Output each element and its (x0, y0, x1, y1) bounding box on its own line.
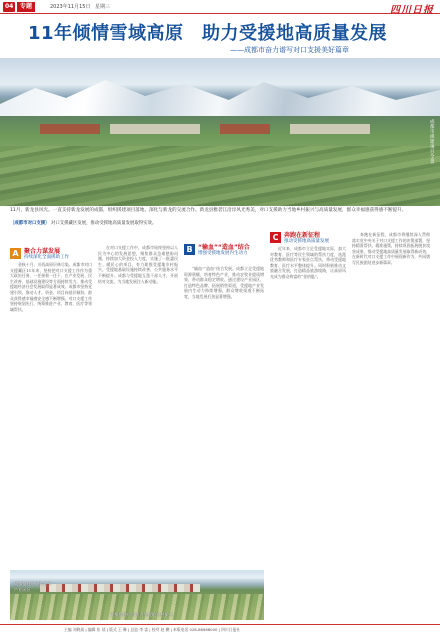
section-a-title: 聚合力谋发展 (24, 248, 61, 255)
section-c-title: 奔跑在新征程 (284, 232, 321, 239)
bottom-photo-caption: 成都援建项目助力受援地乡村振兴 (110, 612, 173, 617)
byline (10, 221, 430, 227)
column-4-text: 近年来，成都市立足受援地实际，加大对教育、医疗等民生领域的帮扶力度，选派优秀教师和医疗专家驻点帮扶，带动受援地教育、医疗水平整体提升。同时积极推动文旅融合发展，打造精品旅游线路，让高原风光成为群众致富的“金钥匙”。 (270, 246, 346, 279)
page-footer: 主编 刘晓岚 | 编辑 张 琰 | 版式 王 琳 | 总监 李 睿 | 校对 赵 鹏 | 本版电话 028-86968000 | 四川日报社 (0, 624, 440, 635)
article-column-3 (184, 266, 264, 598)
section-c-subtitle: 推动受援地高质量发展 (284, 239, 329, 244)
masthead (0, 0, 440, 14)
article-column-1 (10, 262, 92, 572)
page-subhead: ——成都市奋力谱写对口支援美好篇章 (230, 46, 349, 54)
page-headline: 11年倾情雪域高原 助力受援地高质量发展 (28, 23, 388, 44)
section-b-letter: B (184, 244, 195, 255)
village-shape (110, 124, 200, 134)
column-3-text: “输血”“造血”结合发展。成都立足受援地资源禀赋，培育特色产业，推动农牧业提质增效，带动群众稳定增收。通过建设产业园区、打造特色品牌、拓展销售渠道，受援地产业发展内生动力持续增强，群众增收渠道不断拓宽，当地发展后劲显著增强。 (184, 266, 264, 299)
section-a-heading (10, 248, 69, 260)
column-1-text: 金秋十月，川西高原层林尽染。成都市对口支援藏区11年来，坚持把对口支援工作作为重大政治任务，一任接着一任干，在产业发展、民生改善、基础设施建设等方面持续发力，推动受援地经济社会发展取得显著成效。成都市坚持党建引领，推动人才、资金、项目向基层倾斜，群众获得感幸福感安全感不断增强。对口支援工作坚持规划先行，统筹推进产业、教育、医疗等领域帮扶。 (10, 262, 92, 312)
section-b-title: “输血”“造血”结合 (198, 244, 250, 251)
hero-photo (0, 58, 440, 206)
issue-date: 2023年11月15日 (50, 4, 91, 10)
newspaper-logo: 四川日报 (390, 5, 434, 16)
byline-label: 〔成都市对口支援〕 (10, 221, 50, 226)
section-a-subtitle: 持续深化全面援助工作 (24, 255, 69, 260)
hero-vertical-caption: 成都市援建项目全景 (430, 120, 435, 165)
section-b-subtitle: 增强受援地发展内生动力 (198, 251, 248, 256)
snow-mountain-shape (0, 76, 440, 116)
article-column-4 (270, 246, 346, 616)
section-badge: 专题 (17, 2, 35, 12)
village-shape (220, 124, 270, 134)
hero-caption: 11月，新龙县风光。一直支持新龙发展的成都，组织援建项目落地，深化与新龙的交流合作。新龙县雅砻江沿岸风光秀美，对口支援助力当地乡村振兴与高质量发展，群众幸福感获得感不断提升。 (10, 208, 407, 213)
page-number-badge: 04 (5, 3, 14, 10)
section-c-heading (270, 232, 329, 244)
article-column-2 (98, 245, 178, 575)
article-column-5 (352, 232, 430, 602)
village-shape (290, 124, 370, 134)
section-a-letter: A (10, 248, 21, 259)
village-shape (40, 124, 100, 134)
field-shape (0, 146, 440, 206)
village-shape (40, 584, 200, 592)
bottom-photo-caption-left: 成都援建的现代农业产业园区 (14, 581, 52, 592)
byline-text: 对口支援藏区发展，推动受援地高质量发展取得实效。 (50, 221, 157, 226)
column-2-text: 在对口支援工作中，成都市始终坚持以人民为中心的发展思想，聚焦群众急难愁盼问题，持续加大资金投入力度，实施了一批惠民生、暖民心的项目，有力助推受援地乡村振兴。受援地基础设施持续改善，公共服务水平不断提升。成都与受援地互派干部人才，开展结对交流，为当地发展注入新动能。 (98, 245, 178, 284)
issue-weekday: 星期三 (95, 4, 111, 10)
column-5-text: 奔跑在新征程，成都市将继续深入贯彻落实党中央关于对口支援工作的决策部署，坚持精准帮扶、精准施策，持续巩固拓展脱贫攻坚成果，推动受援地高质量发展取得新成效，在新时代对口支援工作中展现新作为，共同谱写民族团结进步新篇章。 (352, 232, 430, 265)
section-c-letter: C (270, 232, 281, 243)
section-b-heading (184, 244, 250, 256)
